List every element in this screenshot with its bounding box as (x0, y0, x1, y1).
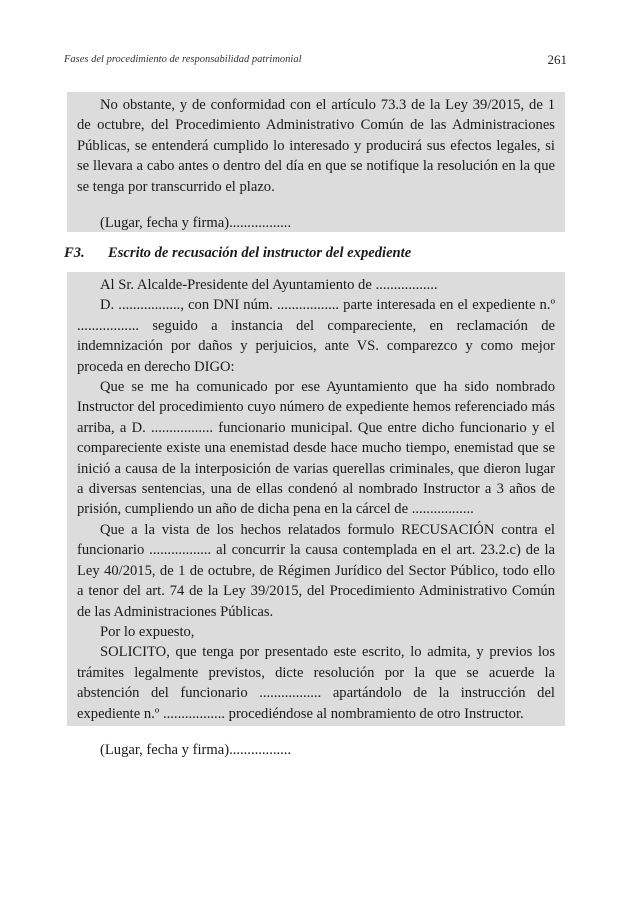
signature-line: (Lugar, fecha y firma)................. (100, 215, 292, 232)
spacer (77, 724, 555, 740)
paragraph-solicito: SOLICITO, que tenga por presentado este escrito, lo admita, y previos los trámites legalmente previstos, dicte resolución por la que se acuerde la abstención del funcionario ................. apartándolo de la instrucción del expediente n.º ................. procediéndose al nombramiento de otro Instructor. (77, 644, 555, 722)
paragraph-por-lo-expuesto: Por lo expuesto, (100, 623, 195, 640)
addressee: Al Sr. Alcalde-Presidente del Ayuntamiento de ................. (100, 277, 438, 293)
paragraph-deadline: No obstante, y de conformidad con el artículo 73.3 de la Ley 39/2015, de 1 de octubre, del Procedimiento Administrativo Común de las Administraciones Públicas, se entenderá cumplido lo interesado y producirá sus efectos legales, si se llevara a cabo antes o dentro del día en que se notifique la resolución en la que se tenga por transcurrido el plazo. (77, 97, 555, 195)
paragraph-identification: D. ................., con DNI núm. ................. parte interesada en el expediente n.º ................. seguido a instancia del compareciente, en reclamación de indemnización por daños y perjuicios, ante VS. comparezco y como mejor proceda en derecho DIGO: (77, 297, 555, 375)
spacer (77, 197, 555, 213)
form-box-recusacion (67, 272, 565, 758)
section-number: F3. (64, 245, 85, 261)
section-heading (64, 245, 411, 262)
form-box-notification (67, 92, 565, 232)
paragraph-facts: Que se me ha comunicado por ese Ayuntamiento que ha sido nombrado Instructor del procedimiento cuyo número de expediente hemos referenciado más arriba, a D. ................. funcionario municipal. Que entre dicho funcionario y el compareciente existe una enemistad desde hace mucho tiempo, enemistad que se inició a causa de la interposición de varias querellas criminales, que dieron lugar a diversas sentencias, una de ellas condenó al nombrado Instructor a 3 años de prisión, cumpliendo un año de dicha pena en la cárcel de ................. (77, 379, 555, 518)
signature-line: (Lugar, fecha y firma)................. (100, 741, 292, 758)
page-number: 261 (547, 52, 567, 67)
paragraph-recusacion: Que a la vista de los hechos relatados formulo RECUSACIÓN contra el funcionario ................. al concurrir la causa contemplada en el art. 23.2.c) de la Ley 40/2015, de 1 de octubre, de Régimen Jurídico del Sector Público, todo ello a tenor del art. 74 de la Ley 39/2015, del Procedimiento Administrativo Común de las Administraciones Públicas. (77, 521, 555, 620)
running-title: Fases del procedimiento de responsabilidad patrimonial (64, 54, 302, 65)
section-title: Escrito de recusación del instructor del expediente (108, 245, 412, 261)
running-header (64, 52, 567, 68)
